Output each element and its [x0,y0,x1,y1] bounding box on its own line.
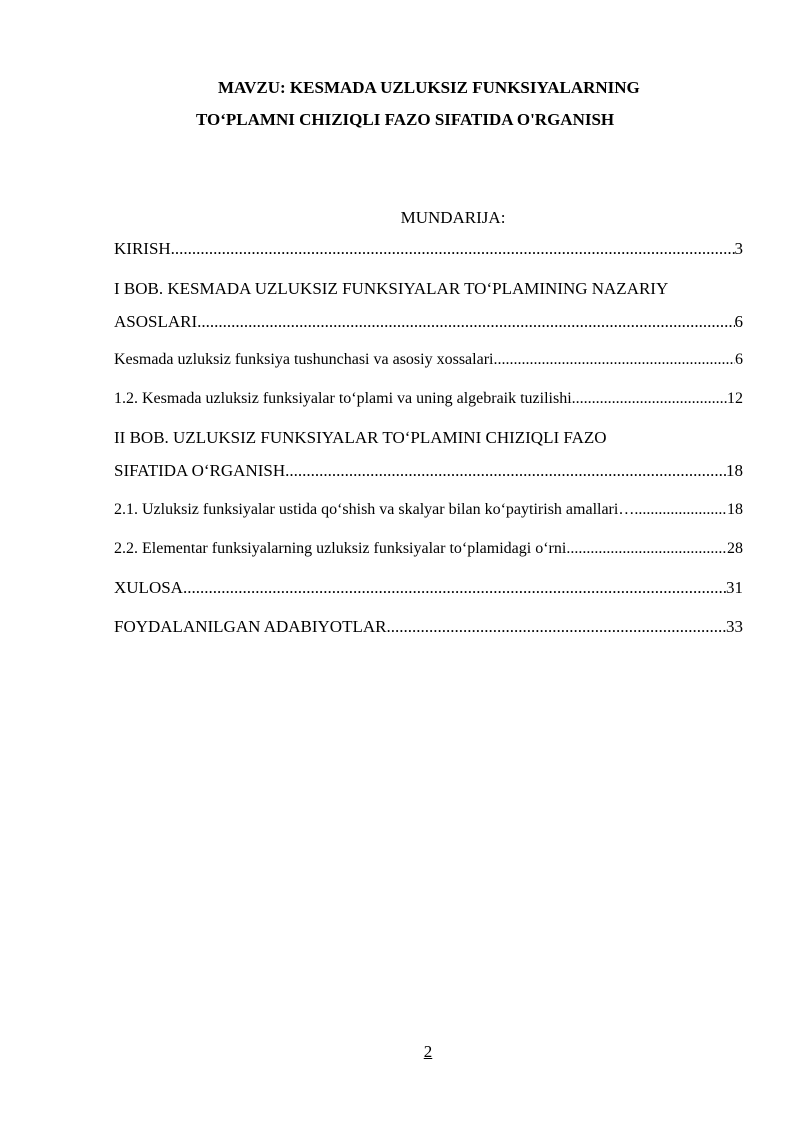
toc-entry-chapter-1-line1[interactable]: I BOB. KESMADA UZLUKSIZ FUNKSIYALAR TO‘PLAMINING NAZARIY [114,279,669,298]
toc-entry-text: KIRISH [114,239,171,258]
toc-entry-text: FOYDALANILGAN ADABIYOTLAR [114,617,387,636]
toc-entry-kirish[interactable] [114,238,743,260]
toc-entry-page: 6 [734,312,743,331]
toc-entry-page: 6 [735,351,743,368]
toc-entry-page: 33 [726,617,743,636]
toc-entry-section-1-2[interactable] [114,388,743,410]
document-title-line-1: MAVZU: KESMADA UZLUKSIZ FUNKSIYALARNING [218,78,640,97]
toc-entry-text: Kesmada uzluksiz funksiya tushunchasi va asosiy xossalari [114,351,494,368]
toc-entry-section-2-2[interactable] [114,538,743,560]
toc-leader-dots [386,616,726,638]
toc-leader-dots [634,499,727,521]
toc-entry-page: 31 [726,578,743,597]
toc-entry-page: 3 [734,239,743,258]
toc-heading-text: MUNDARIJA: [400,208,506,227]
toc-leader-dots [183,577,726,599]
toc-entry-text: 1.2. Kesmada uzluksiz funksiyalar to‘plami va uning algebraik tuzilishi [114,390,572,407]
toc-heading [0,207,800,229]
toc-entry-text: 2.2. Elementar funksiyalarning uzluksiz funksiyalar to‘plamidagi o‘rni [114,540,567,557]
toc-leader-dots [566,538,727,560]
toc-leader-dots [171,238,735,260]
toc-leader-dots [197,311,734,333]
toc-entry-page: 28 [727,540,743,557]
toc-entry-text: 2.1. Uzluksiz funksiyalar ustida qo‘shish va skalyar bilan ko‘paytirish amallari… [114,501,635,518]
toc-leader-dots [285,460,726,482]
toc-entry-chapter-2[interactable] [114,460,743,482]
toc-entry-text: ASOSLARI [114,312,198,331]
document-title-line-2: TO‘PLAMNI CHIZIQLI FAZO SIFATIDA O'RGANISH [196,110,615,129]
toc-entry-xulosa[interactable] [114,577,743,599]
toc-leader-dots [572,388,727,410]
toc-entry-text: XULOSA [114,578,183,597]
toc-entry-section-1-1[interactable] [114,349,743,371]
toc-entry-page: 18 [726,461,743,480]
toc-entry-references[interactable] [114,616,743,638]
toc-entry-chapter-1[interactable] [114,311,743,333]
toc-entry-section-2-1[interactable] [114,499,743,521]
toc-entry-page: 18 [727,501,743,518]
page-number: 2 [423,1042,433,1061]
toc-entry-chapter-2-line1[interactable]: II BOB. UZLUKSIZ FUNKSIYALAR TO‘PLAMINI CHIZIQLI FAZO [114,428,607,447]
toc-entry-text: SIFATIDA O‘RGANISH [114,461,286,480]
toc-leader-dots [493,349,735,371]
toc-entry-page: 12 [727,390,743,407]
